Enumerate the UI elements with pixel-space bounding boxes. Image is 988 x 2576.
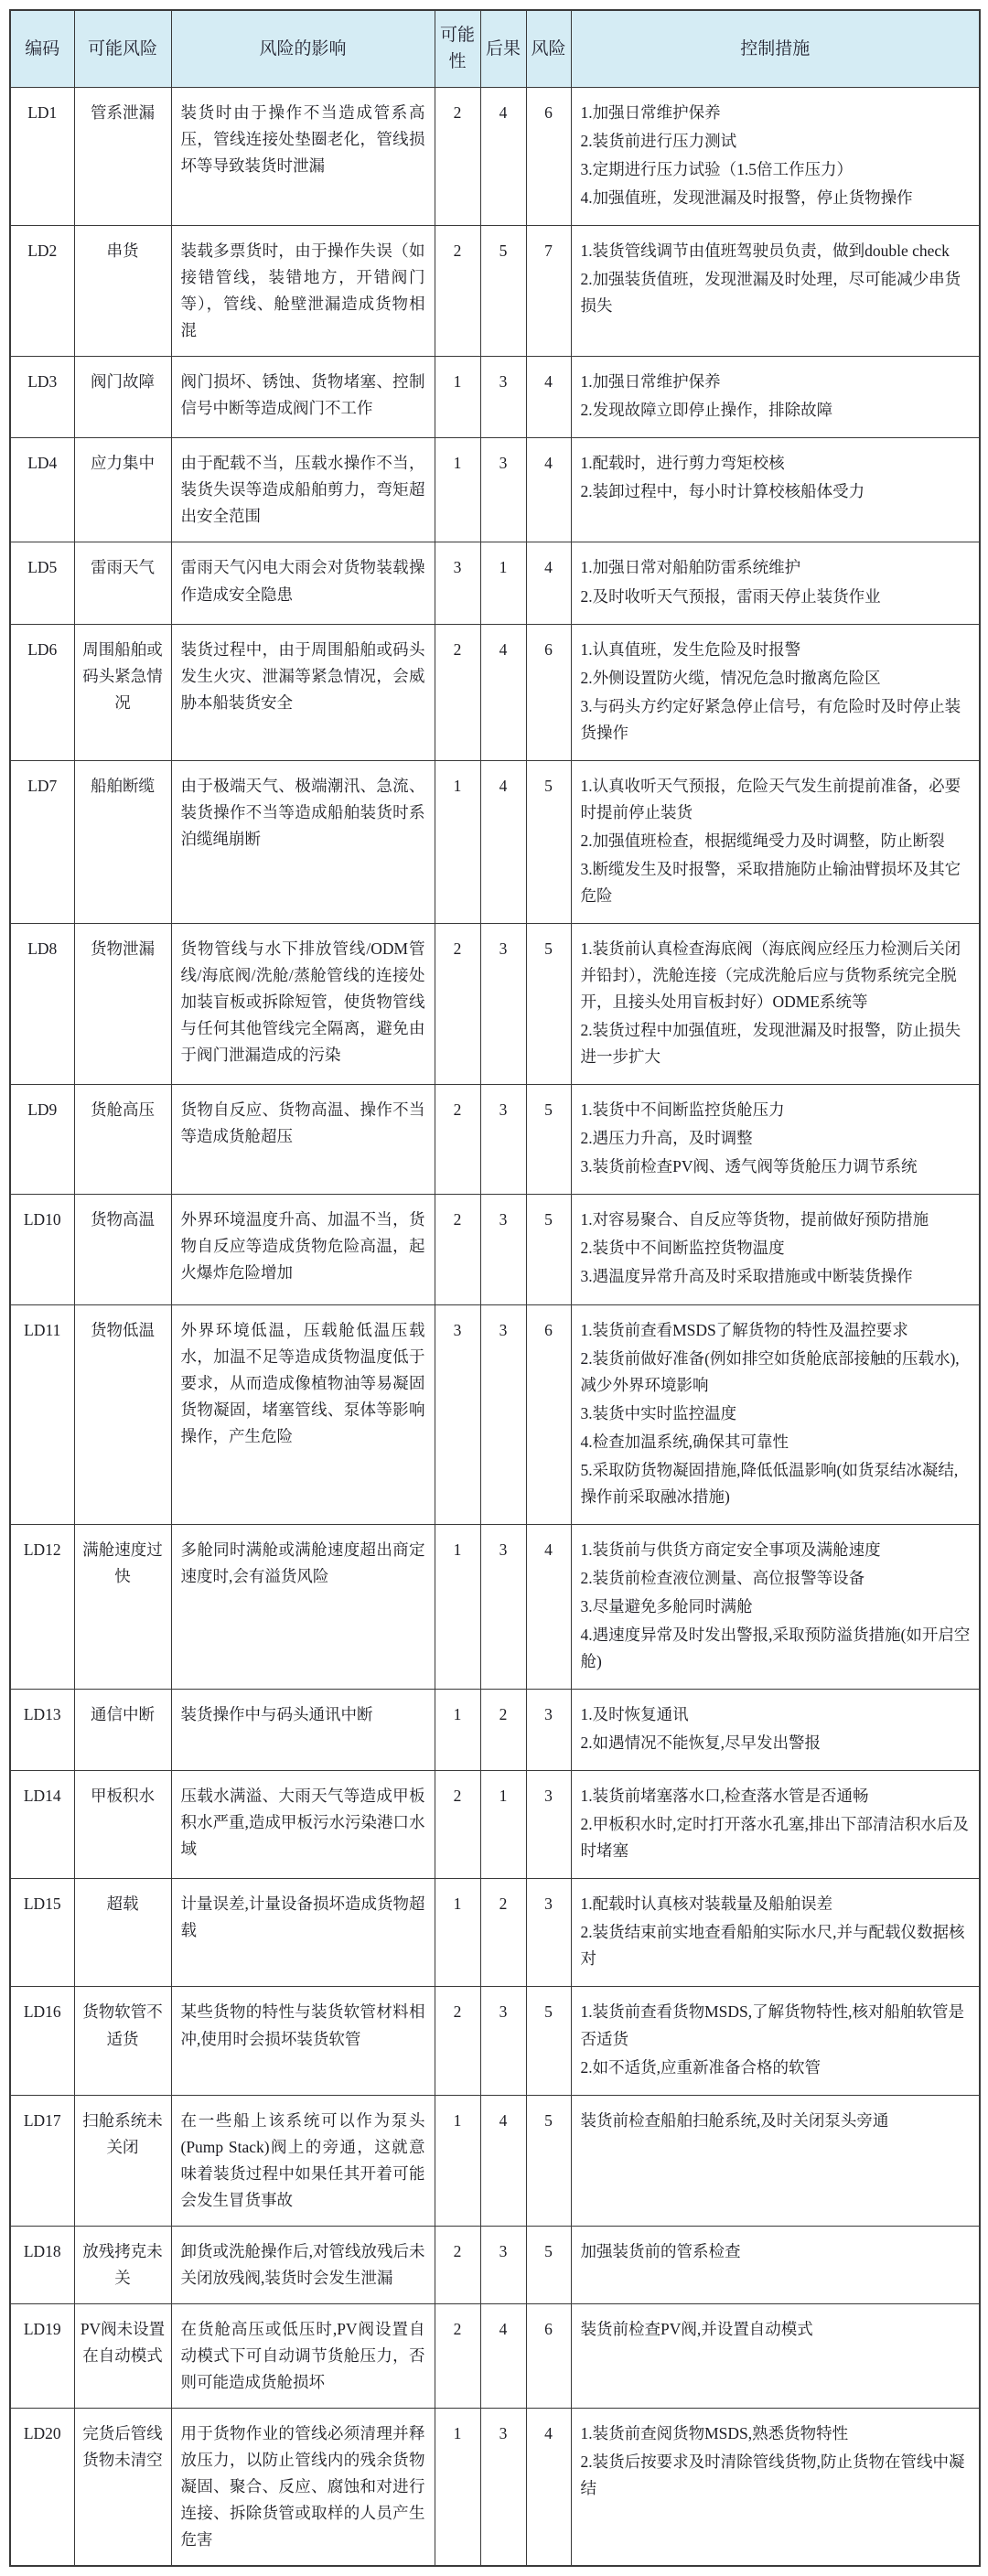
cell-possibility: 1: [435, 2409, 480, 2567]
cell-risk-score: 3: [526, 1690, 571, 1771]
cell-impact: 压载水满溢、大雨天气等造成甲板积水严重,造成甲板污水污染港口水域: [171, 1771, 435, 1879]
measure-line: 2.装货前做好准备(例如排空如货舱底部接触的压载水),减少外界环境影响: [580, 1348, 960, 1394]
table-row: [10, 2303, 980, 2408]
cell-impact: 由于配载不当，压载水操作不当，装货失误等造成船舶剪力，弯矩超出安全范围: [171, 438, 435, 542]
cell-consequence: 4: [480, 87, 526, 225]
cell-consequence: 1: [480, 1771, 526, 1879]
cell-risk-score: 5: [526, 2226, 571, 2303]
cell-risk-score: 7: [526, 226, 571, 357]
cell-measures: [571, 226, 980, 357]
cell-measures: [571, 1524, 980, 1689]
cell-code: LD19: [10, 2303, 74, 2408]
cell-consequence: 3: [480, 2226, 526, 2303]
cell-possibility: 1: [435, 1524, 480, 1689]
table-row: [10, 1987, 980, 2095]
cell-code: LD2: [10, 226, 74, 357]
cell-possibility: 2: [435, 2226, 480, 2303]
measure-line: 2.发现故障立即停止操作，排除故障: [580, 401, 833, 420]
column-header-risk: 风险: [526, 10, 571, 87]
cell-measures: [571, 624, 980, 760]
cell-risk: 雷雨天气: [74, 542, 171, 624]
measure-line: 5.采取防货物凝固措施,降低低温影响(如货泵结冰凝结,操作前采取融冰措施): [580, 1460, 959, 1506]
table-row: [10, 2226, 980, 2303]
cell-risk: 周围船舶或码头紧急情况: [74, 624, 171, 760]
cell-measures: [571, 87, 980, 225]
cell-measures: [571, 760, 980, 923]
cell-possibility: 2: [435, 2303, 480, 2408]
table-row: [10, 2095, 980, 2226]
cell-measures: [571, 2409, 980, 2567]
cell-possibility: 1: [435, 438, 480, 542]
table-row: [10, 1771, 980, 1879]
cell-impact: 货物管线与水下排放管线/ODM管线/海底阀/洗舱/蒸舱管线的连接处加装盲板或拆除短管，使货物管线与任何其他管线完全隔离，避免由于阀门泄漏造成的污染: [171, 924, 435, 1085]
cell-risk-score: 5: [526, 1987, 571, 2095]
cell-measures: [571, 1690, 980, 1771]
cell-risk-score: 3: [526, 1771, 571, 1879]
cell-code: LD20: [10, 2409, 74, 2567]
table-row: [10, 1879, 980, 1987]
risk-assessment-table: [9, 9, 981, 2567]
cell-consequence: 3: [480, 438, 526, 542]
cell-code: LD17: [10, 2095, 74, 2226]
measure-line: 3.遇温度异常升高及时采取措施或中断装货操作: [580, 1267, 913, 1286]
cell-consequence: 3: [480, 1304, 526, 1524]
cell-risk-score: 4: [526, 542, 571, 624]
cell-consequence: 4: [480, 760, 526, 923]
cell-measures: [571, 1195, 980, 1304]
cell-impact: 装货过程中，由于周围船舶或码头发生火灾、泄漏等紧急情况，会威胁本船装货安全: [171, 624, 435, 760]
measure-line: 2.装货前检查液位测量、高位报警等设备: [580, 1568, 865, 1587]
measure-line: 1.对容易聚合、自反应等货物，提前做好预防措施: [580, 1210, 929, 1229]
cell-possibility: 2: [435, 87, 480, 225]
cell-impact: 用于货物作业的管线必须清理并释放压力，以防止管线内的残余货物凝固、聚合、反应、腐蚀和对进行连接、拆除货管或取样的人员产生危害: [171, 2409, 435, 2567]
measure-line: 3.定期进行压力试验（1.5倍工作压力）: [580, 159, 853, 178]
measure-line: 1.装货前查看货物MSDS,了解货物特性,核对船舶软管是否适货: [580, 2002, 965, 2048]
cell-possibility: 1: [435, 760, 480, 923]
cell-risk-score: 5: [526, 1195, 571, 1304]
measure-line: 1.及时恢复通讯: [580, 1705, 689, 1724]
cell-impact: 多舱同时满舱或满舱速度超出商定速度时,会有溢货风险: [171, 1524, 435, 1689]
cell-possibility: 2: [435, 1085, 480, 1195]
cell-measures: [571, 1085, 980, 1195]
cell-consequence: 5: [480, 226, 526, 357]
measure-line: 1.配载时认真核对装载量及船舶误差: [580, 1894, 833, 1914]
cell-measures: [571, 924, 980, 1085]
cell-possibility: 2: [435, 924, 480, 1085]
cell-risk-score: 5: [526, 924, 571, 1085]
cell-possibility: 2: [435, 624, 480, 760]
measure-line: 3.尽量避免多舱同时满舱: [580, 1596, 753, 1615]
cell-impact: 某些货物的特性与装货软管材料相冲,使用时会损坏装货软管: [171, 1987, 435, 2095]
cell-code: LD16: [10, 1987, 74, 2095]
cell-risk: 扫舱系统未关闭: [74, 2095, 171, 2226]
cell-risk: 货舱高压: [74, 1085, 171, 1195]
cell-risk: 通信中断: [74, 1690, 171, 1771]
measure-line: 2.加强值班检查，根据缆绳受力及时调整，防止断裂: [580, 831, 945, 850]
measure-line: 2.遇压力升高，及时调整: [580, 1129, 753, 1148]
measure-line: 2.装卸过程中，每小时计算校核船体受力: [580, 482, 865, 501]
measure-line: 4.检查加温系统,确保其可靠性: [580, 1432, 789, 1451]
cell-impact: 在货舱高压或低压时,PV阀设置自动模式下可自动调节货舱压力，否则可能造成货舱损坏: [171, 2303, 435, 2408]
measure-line: 1.装货前认真检查海底阀（海底阀应经压力检测后关闭并铅封），洗舱连接（完成洗舱后应与货物系统完全脱开，且接头处用盲板封好）ODME系统等: [580, 939, 961, 1012]
cell-risk-score: 6: [526, 87, 571, 225]
cell-consequence: 4: [480, 2303, 526, 2408]
cell-consequence: 4: [480, 624, 526, 760]
cell-consequence: 3: [480, 1195, 526, 1304]
measure-line: 1.认真值班，发生危险及时报警: [580, 639, 801, 659]
cell-consequence: 2: [480, 1879, 526, 1987]
cell-code: LD15: [10, 1879, 74, 1987]
measure-line: 1.装货前查阅货物MSDS,熟悉货物特性: [580, 2424, 849, 2443]
measure-line: 1.装货中不间断监控货舱压力: [580, 1100, 785, 1120]
cell-code: LD14: [10, 1771, 74, 1879]
cell-risk: 货物泄漏: [74, 924, 171, 1085]
cell-impact: 货物自反应、货物高温、操作不当等造成货舱超压: [171, 1085, 435, 1195]
cell-measures: [571, 2095, 980, 2226]
cell-impact: 外界环境温度升高、加温不当，货物自反应等造成货物危险高温，起火爆炸危险增加: [171, 1195, 435, 1304]
measure-line: 1.加强日常对船舶防雷系统维护: [580, 558, 801, 577]
measure-line: 2.装货过程中加强值班，发现泄漏及时报警，防止损失进一步扩大: [580, 1021, 961, 1067]
cell-measures: [571, 357, 980, 438]
cell-code: LD8: [10, 924, 74, 1085]
column-header-consequence: 后果: [480, 10, 526, 87]
measure-line: 2.装货中不间断监控货物温度: [580, 1239, 785, 1258]
cell-impact: 外界环境低温，压载舱低温压载水，加温不足等造成货物温度低于要求，从而造成像植物油等易凝固货物凝固，堵塞管线、泵体等影响操作，产生危险: [171, 1304, 435, 1524]
table-row: [10, 357, 980, 438]
measure-line: 2.如遇情况不能恢复,尽早发出警报: [580, 1733, 821, 1753]
cell-risk: 串货: [74, 226, 171, 357]
cell-code: LD1: [10, 87, 74, 225]
cell-risk: 货物高温: [74, 1195, 171, 1304]
cell-code: LD11: [10, 1304, 74, 1524]
cell-possibility: 3: [435, 542, 480, 624]
header-row: [10, 10, 980, 87]
measure-line: 装货前检查PV阀,并设置自动模式: [580, 2319, 813, 2338]
cell-risk-score: 5: [526, 2095, 571, 2226]
cell-risk: 超载: [74, 1879, 171, 1987]
cell-code: LD4: [10, 438, 74, 542]
table-row: [10, 542, 980, 624]
cell-risk-score: 6: [526, 2303, 571, 2408]
cell-impact: 装货操作中与码头通讯中断: [171, 1690, 435, 1771]
measure-line: 1.装货前查看MSDS了解货物的特性及温控要求: [580, 1320, 908, 1339]
cell-risk-score: 3: [526, 1879, 571, 1987]
cell-code: LD3: [10, 357, 74, 438]
cell-risk-score: 5: [526, 1085, 571, 1195]
measure-line: 3.装货前检查PV阀、透气阀等货舱压力调节系统: [580, 1157, 918, 1176]
measure-line: 3.装货中实时监控温度: [580, 1403, 737, 1422]
cell-code: LD10: [10, 1195, 74, 1304]
cell-code: LD18: [10, 2226, 74, 2303]
cell-possibility: 3: [435, 1304, 480, 1524]
table-row: [10, 1195, 980, 1304]
cell-possibility: 1: [435, 2095, 480, 2226]
measure-line: 1.加强日常维护保养: [580, 372, 721, 392]
cell-consequence: 3: [480, 1987, 526, 2095]
cell-consequence: 3: [480, 357, 526, 438]
cell-impact: 卸货或洗舱操作后,对管线放残后未关闭放残阀,装货时会发生泄漏: [171, 2226, 435, 2303]
measure-line: 1.装货前堵塞落水口,检查落水管是否通畅: [580, 1787, 869, 1806]
measure-line: 2.外侧设置防火缆，情况危急时撤离危险区: [580, 668, 881, 687]
column-header-code: 编码: [10, 10, 74, 87]
cell-possibility: 1: [435, 1690, 480, 1771]
cell-measures: [571, 542, 980, 624]
measure-line: 2.及时收听天气预报，雷雨天停止装货作业: [580, 586, 881, 606]
measure-line: 2.甲板积水时,定时打开落水孔塞,排出下部清洁积水后及时堵塞: [580, 1815, 969, 1861]
cell-risk: 完货后管线货物未清空: [74, 2409, 171, 2567]
table-row: [10, 226, 980, 357]
cell-measures: [571, 1879, 980, 1987]
cell-risk-score: 6: [526, 624, 571, 760]
cell-risk-score: 4: [526, 1524, 571, 1689]
cell-risk-score: 5: [526, 760, 571, 923]
measure-line: 1.加强日常维护保养: [580, 102, 721, 122]
cell-possibility: 2: [435, 1195, 480, 1304]
cell-risk-score: 6: [526, 1304, 571, 1524]
cell-consequence: 3: [480, 924, 526, 1085]
measure-line: 装货前检查船舶扫舱系统,及时关闭泵头旁通: [580, 2110, 889, 2130]
cell-risk-score: 4: [526, 2409, 571, 2567]
cell-measures: [571, 1987, 980, 2095]
cell-measures: [571, 438, 980, 542]
cell-possibility: 2: [435, 1987, 480, 2095]
cell-consequence: 3: [480, 1524, 526, 1689]
cell-consequence: 2: [480, 1690, 526, 1771]
table-row: [10, 1524, 980, 1689]
cell-risk: 甲板积水: [74, 1771, 171, 1879]
cell-impact: 装载多票货时，由于操作失误（如接错管线，装错地方，开错阀门等），管线、舱壁泄漏造成货物相混: [171, 226, 435, 357]
cell-consequence: 3: [480, 2409, 526, 2567]
cell-code: LD12: [10, 1524, 74, 1689]
cell-risk: 管系泄漏: [74, 87, 171, 225]
cell-consequence: 4: [480, 2095, 526, 2226]
cell-risk-score: 4: [526, 438, 571, 542]
cell-impact: 阀门损坏、锈蚀、货物堵塞、控制信号中断等造成阀门不工作: [171, 357, 435, 438]
cell-measures: [571, 2303, 980, 2408]
table-row: [10, 87, 980, 225]
measure-line: 2.如不适货,应重新准备合格的软管: [580, 2057, 821, 2077]
measure-line: 1.认真收听天气预报，危险天气发生前提前准备，必要时提前停止装货: [580, 776, 961, 821]
measure-line: 2.装货后按要求及时清除管线货物,防止货物在管线中凝结: [580, 2453, 965, 2498]
cell-risk: 满舱速度过快: [74, 1524, 171, 1689]
cell-code: LD7: [10, 760, 74, 923]
cell-impact: 计量误差,计量设备损坏造成货物超载: [171, 1879, 435, 1987]
table-row: [10, 1085, 980, 1195]
table-row: [10, 624, 980, 760]
cell-code: LD6: [10, 624, 74, 760]
table-row: [10, 1690, 980, 1771]
cell-measures: [571, 2226, 980, 2303]
column-header-possibility: 可能性: [435, 10, 480, 87]
cell-impact: 在一些船上该系统可以作为泵头(Pump Stack)阀上的旁通，这就意味着装货过程中如果任其开着可能会发生冒货事故: [171, 2095, 435, 2226]
risk-table-body: [10, 87, 980, 2566]
measure-line: 2.加强装货值班，发现泄漏及时处理，尽可能减少串货损失: [580, 270, 961, 316]
measure-line: 2.装货前进行压力测试: [580, 131, 737, 150]
cell-impact: 装货时由于操作不当造成管系高压，管线连接处垫圈老化，管线损坏等导致装货时泄漏: [171, 87, 435, 225]
table-header: [10, 10, 980, 87]
cell-measures: [571, 1771, 980, 1879]
cell-code: LD5: [10, 542, 74, 624]
cell-risk: 应力集中: [74, 438, 171, 542]
cell-impact: 雷雨天气闪电大雨会对货物装载操作造成安全隐患: [171, 542, 435, 624]
table-row: [10, 2409, 980, 2567]
cell-risk: 货物软管不适货: [74, 1987, 171, 2095]
table-row: [10, 1304, 980, 1524]
cell-consequence: 3: [480, 1085, 526, 1195]
column-header-risk-impact: 风险的影响: [171, 10, 435, 87]
cell-risk: 货物低温: [74, 1304, 171, 1524]
cell-code: LD9: [10, 1085, 74, 1195]
table-row: [10, 760, 980, 923]
cell-code: LD13: [10, 1690, 74, 1771]
measure-line: 2.装货结束前实地查看船舶实际水尺,并与配载仪数据核对: [580, 1923, 965, 1969]
table-row: [10, 438, 980, 542]
cell-measures: [571, 1304, 980, 1524]
measure-line: 4.加强值班，发现泄漏及时报警，停止货物操作: [580, 188, 913, 208]
cell-risk: 船舶断缆: [74, 760, 171, 923]
measure-line: 4.遇速度异常及时发出警报,采取预防溢货措施(如开启空舱): [580, 1625, 971, 1671]
cell-impact: 由于极端天气、极端潮汛、急流、装货操作不当等造成船舶装货时系泊缆绳崩断: [171, 760, 435, 923]
table-row: [10, 924, 980, 1085]
cell-risk: 放残拷克未关: [74, 2226, 171, 2303]
column-header-possible-risk: 可能风险: [74, 10, 171, 87]
cell-risk: PV阀未设置在自动模式: [74, 2303, 171, 2408]
cell-possibility: 1: [435, 357, 480, 438]
cell-possibility: 2: [435, 1771, 480, 1879]
cell-risk: 阀门故障: [74, 357, 171, 438]
cell-possibility: 1: [435, 1879, 480, 1987]
measure-line: 1.配载时，进行剪力弯矩校核: [580, 454, 785, 473]
cell-consequence: 1: [480, 542, 526, 624]
measure-line: 1.装货前与供货方商定安全事项及满舱速度: [580, 1540, 881, 1559]
column-header-control-measures: 控制措施: [571, 10, 980, 87]
measure-line: 3.断缆发生及时报警，采取措施防止输油臂损坏及其它危险: [580, 859, 961, 905]
measure-line: 1.装货管线调节由值班驾驶员负责，做到double check: [580, 242, 950, 261]
measure-line: 加强装货前的管系检查: [580, 2241, 741, 2260]
cell-risk-score: 4: [526, 357, 571, 438]
measure-line: 3.与码头方约定好紧急停止信号，有危险时及时停止装货操作: [580, 696, 961, 742]
cell-possibility: 2: [435, 226, 480, 357]
